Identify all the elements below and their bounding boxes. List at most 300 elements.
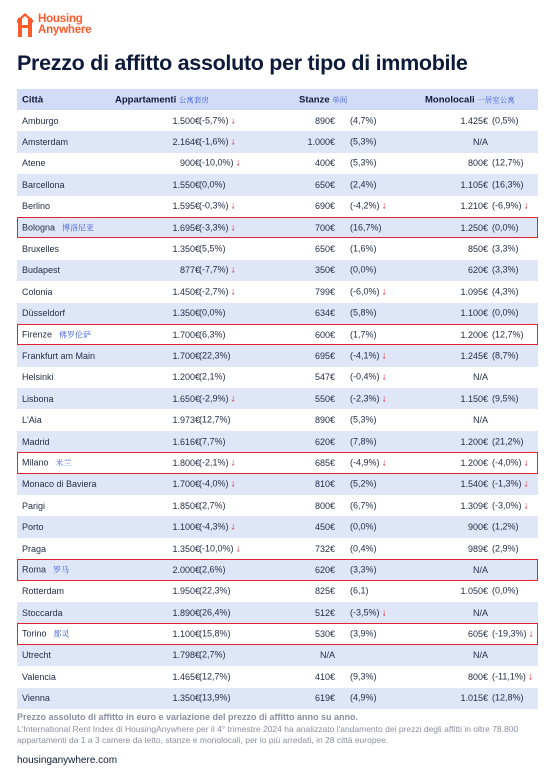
studio-change-text: (21,2%) [492,436,524,447]
apartment-price [172,693,200,703]
room-price [315,158,335,168]
city-cell-text: L'Aia [22,415,42,426]
apartment-change-text: (-4,0%) [199,478,229,489]
down-arrow-icon: ↓ [381,457,387,469]
room-price-text: 512€ [314,607,335,618]
apartment-price-text: 1.350€ [172,244,200,255]
studio-price [468,265,488,275]
studio-price-text: N/A [472,650,488,661]
studio-change [492,671,533,682]
studio-change [492,415,494,426]
room-price [315,565,335,575]
city-cell-text: Atene [22,158,46,169]
studio-price-text: 1.200€ [460,436,488,447]
studio-change-text: (-11,1%) [492,671,526,682]
city-cell [22,501,52,511]
room-change-text: (5,2%) [350,478,377,489]
studio-change [492,222,521,233]
room-price-text: 690€ [314,201,335,212]
studio-price-text: 1.250€ [460,222,488,233]
studio-change-text: (8,7%) [492,350,519,361]
apartment-change [199,607,233,618]
studio-price-text: 1.095€ [460,286,488,297]
apartment-change-text: (6,3%) [199,329,226,340]
apartment-price [172,351,200,361]
room-price [315,244,335,254]
studio-price-text: 900€ [467,522,488,533]
room-change-text: (-4,2%) [350,200,380,211]
room-price [315,330,335,340]
down-arrow-icon: ↓ [523,478,529,490]
studio-change-text: (0,0%) [492,222,519,233]
apartment-change-text: (0,0%) [199,307,226,318]
studio-price [473,565,488,575]
room-change-text: (-3,5%) [350,607,380,618]
studio-price-text: 605€ [467,629,488,640]
room-price [315,672,335,682]
city-cell-text: Milano [22,457,49,468]
apartment-price-text: 2.164€ [172,137,200,148]
room-price-text: 450€ [314,522,335,533]
apartment-price-text: 1.700€ [172,329,200,340]
apartment-price-text: 2.000€ [172,564,200,575]
table-row [17,581,538,602]
down-arrow-icon: ↓ [527,671,533,683]
apartment-change [199,479,236,490]
room-price-text: 700€ [314,222,335,233]
apartment-price-text: 1.850€ [172,500,200,511]
table-row [17,538,538,559]
city-cell-text: Bruxelles [22,244,60,255]
down-arrow-icon: ↓ [230,521,236,533]
table-row [17,110,538,131]
studio-price [460,287,488,297]
studio-price-text: 1.105€ [460,179,488,190]
apartment-price [172,522,200,532]
studio-change [492,607,494,618]
apartment-price-text: 1.550€ [172,179,200,190]
room-change-text: (5,3%) [350,136,377,147]
studio-change-text: (16,3%) [492,179,524,190]
table-row [17,324,538,345]
room-change [350,671,379,682]
room-price [315,608,335,618]
room-change-text: (1,6%) [350,243,377,254]
studio-change-text: (-19,3%) [492,628,527,639]
apartment-price [172,415,200,425]
apartment-price-text: 900€ [179,158,200,169]
studio-price [473,650,488,660]
studio-price [460,116,488,126]
studio-price-text: 1.150€ [460,393,488,404]
city-cell [22,394,61,404]
room-change [350,350,387,361]
city-cell [22,222,94,233]
apartment-change [199,286,236,297]
apartment-price-text: 1.350€ [172,543,200,554]
down-arrow-icon: ↓ [523,457,529,469]
apartment-price [172,308,200,318]
table-body [17,110,538,709]
city-cell [22,457,72,468]
city-cell-text: Roma [22,564,47,575]
table-row [17,153,538,174]
room-price-text: 530€ [314,629,335,640]
studio-change [492,650,494,661]
studio-price-text: 620€ [467,265,488,276]
table-row [17,516,538,537]
studio-price [460,223,488,233]
room-price-text: 619€ [314,693,335,704]
city-cell [22,137,75,147]
room-change-text: (3,9%) [350,628,377,639]
room-price [315,629,335,639]
city-cell-text: Firenze [22,329,53,340]
room-price [315,223,335,233]
studio-change [492,286,521,297]
room-price [315,116,335,126]
studio-change [492,201,529,212]
city-cell-text: Monaco di Baviera [22,479,97,490]
room-price-text: 600€ [314,329,335,340]
studio-price [473,415,488,425]
studio-change [492,479,529,490]
rent-table [17,89,538,709]
room-price [315,479,335,489]
room-price [307,137,335,147]
room-change [350,650,352,661]
studio-price-text: 1.200€ [460,457,488,468]
apartment-change-text: (-2,1%) [199,457,229,468]
apartment-price [172,116,200,126]
city-cell [22,201,57,211]
header-apartments-label: Appartamenti [115,94,177,105]
apartment-change-text: (5,5%) [199,243,226,254]
studio-price [460,586,488,596]
studio-price [468,244,488,254]
studio-change [492,586,521,597]
apartment-change [199,671,233,682]
studio-price [460,394,488,404]
apartment-change-text: (22,3%) [199,350,231,361]
down-arrow-icon: ↓ [381,393,387,405]
room-change [350,329,379,340]
apartment-change [199,436,228,447]
apartment-price [172,180,200,190]
room-change-text: (-4,9%) [350,457,380,468]
apartment-change [199,308,228,319]
room-price [315,586,335,596]
header-studios-label: Monolocali [425,94,475,105]
city-cell [22,437,57,447]
studio-change-text: (3,3%) [492,264,519,275]
city-cell [22,415,49,425]
apartment-price [180,265,200,275]
apartment-change-text: (-3,3%) [199,222,229,233]
city-chinese-name: 都灵 [53,629,70,639]
table-row [17,303,538,324]
table-row [17,345,538,366]
studio-change [492,244,521,255]
studio-price-text: 1.245€ [460,350,488,361]
room-change [350,522,379,533]
apartment-change-text: (12,7%) [199,414,231,425]
city-cell-text: Parigi [22,500,46,511]
city-cell [22,308,72,318]
brand-line-2: Anywhere [38,24,92,36]
room-price [315,437,335,447]
city-cell-text: Amburgo [22,115,59,126]
apartment-change [199,329,228,340]
room-change-text: (6,1) [350,585,369,596]
room-change [350,393,387,404]
table-row [17,602,538,623]
studio-price [460,308,488,318]
room-change [350,500,379,511]
studio-price [460,501,488,511]
studio-change [492,350,521,361]
studio-price-text: 800€ [467,671,488,682]
down-arrow-icon: ↓ [235,543,241,554]
table-row [17,688,538,709]
room-change [350,607,387,618]
studio-price [468,629,488,639]
apartment-price-text: 877€ [179,265,200,276]
room-change-text: (7,8%) [350,436,377,447]
studio-price-text: 989€ [467,543,488,554]
apartment-price [172,629,200,639]
city-cell [22,351,102,361]
room-change [350,564,379,575]
room-change-text: (0,4%) [350,543,377,553]
down-arrow-icon: ↓ [523,200,529,212]
website-link[interactable]: housinganywhere.com [17,755,118,766]
studio-price-text: 800€ [467,158,488,169]
apartment-price [172,330,200,340]
apartment-change-text: (2,7%) [199,500,226,511]
city-cell [22,180,72,190]
city-cell [22,479,104,489]
apartment-change [199,693,233,704]
studio-change-text: (0,0%) [492,307,519,318]
down-arrow-icon: ↓ [230,222,236,234]
city-cell-text: Düsseldorf [22,308,66,319]
apartment-price-text: 1.700€ [172,350,200,361]
down-arrow-icon: ↓ [230,264,236,276]
city-cell [22,522,51,532]
room-change-text: (-6,0%) [350,286,380,297]
apartment-price [172,201,200,211]
brand-line-1: Housing [38,13,83,25]
city-cell-text: Lisbona [22,393,54,404]
header-studios-cn: 一居室公寓 [477,95,515,104]
studio-price [468,522,488,532]
room-price-text: 400€ [314,158,335,169]
room-price [315,265,335,275]
room-price [315,415,335,425]
room-change [350,308,379,319]
studio-price [473,137,488,147]
studio-price [460,180,488,190]
city-cell-text: Praga [22,543,47,554]
apartment-change-text: (-2,9%) [199,393,229,404]
apartment-price [180,158,200,168]
room-change [350,137,379,148]
city-cell [22,265,67,275]
apartment-price [172,437,200,447]
room-change [350,629,379,640]
room-change-text: (3,3%) [350,564,377,575]
apartment-price-text: 1.700€ [172,479,200,490]
room-price-text: 410€ [314,671,335,682]
apartment-change [199,393,236,404]
apartment-change-text: (-0,3%) [199,200,229,211]
apartment-change-text: (2,6%) [199,564,226,575]
studio-change-text: (12,7%) [492,329,524,340]
studio-change-text: (-4,0%) [492,457,522,468]
room-change-text: (4,7%) [350,115,377,126]
city-cell [22,650,58,660]
studio-change [492,158,526,169]
studio-price [460,458,488,468]
table-row [17,217,538,238]
studio-price [473,608,488,618]
table-header [17,89,538,110]
room-change [350,586,371,597]
studio-change [492,308,521,319]
city-cell-text: Vienna [22,693,50,704]
room-change-text: (2,4%) [350,179,377,190]
studio-price [460,351,488,361]
studio-price-text: 1.309€ [460,500,488,511]
room-price-text: 650€ [314,244,335,255]
city-cell [22,586,71,596]
studio-price [460,201,488,211]
apartment-change-text: (7,7%) [199,436,226,447]
room-price-text: 550€ [314,393,335,404]
room-change-text: (0,0%) [350,521,377,532]
apartment-price-text: 1.465€ [172,671,200,682]
apartment-change-text: (2,1%) [199,371,226,382]
apartment-price [172,479,200,489]
room-change-text: (4,9%) [350,692,377,703]
down-arrow-icon: ↓ [230,286,236,298]
city-cell-text: Barcellona [22,179,65,190]
city-cell-text: Utrecht [22,650,52,661]
studio-change-text: (0,0%) [492,585,519,596]
table-row [17,495,538,516]
studio-price-text: N/A [472,137,488,148]
apartment-price-text: 1.890€ [172,607,200,618]
header-studios [425,94,515,105]
apartment-price-text: 1.450€ [172,286,200,297]
apartment-price [172,650,200,660]
apartment-change-text: (-10,0%) [199,543,234,553]
room-change [350,415,379,426]
city-chinese-name: 佛罗伦萨 [59,330,92,340]
apartment-price-text: 1.100€ [172,522,200,533]
room-price [315,394,335,404]
apartment-change [199,586,233,597]
studio-price-text: 1.425€ [460,115,488,126]
apartment-change [199,201,236,212]
room-price [315,522,335,532]
studio-price [468,544,488,554]
room-price-text: 1.000€ [307,137,335,148]
apartment-change [199,265,236,276]
room-price-text: 685€ [314,457,335,468]
city-cell-text: Berlino [22,201,51,212]
brand-logo [17,12,91,38]
apartment-price [172,586,200,596]
apartment-change-text: (-4,3%) [199,521,229,532]
apartment-change [199,179,228,190]
apartment-change-text: (-10,0%) [199,157,234,168]
studio-change [492,693,526,704]
apartment-price-text: 1.500€ [172,115,200,126]
header-apartments-cn: 公寓套房 [178,95,209,104]
apartment-change-text: (-7,7%) [199,264,229,275]
apartment-change [199,137,236,148]
header-rooms-cn: 单间 [332,95,348,104]
down-arrow-icon: ↓ [235,157,241,169]
down-arrow-icon: ↓ [381,371,387,383]
table-row [17,645,538,666]
apartment-change-text: (22,3%) [199,585,231,596]
apartment-change [199,350,233,361]
room-price [315,693,335,703]
room-change [350,265,379,276]
room-change-text: (-0,4%) [350,371,380,382]
apartment-price-text: 1.100€ [172,629,200,640]
down-arrow-icon: ↓ [381,286,387,298]
apartment-change [199,244,228,255]
room-change-text: (-4,1%) [350,350,380,361]
apartment-change [199,158,241,169]
room-price-text: 732€ [314,543,335,554]
apartment-change [199,650,228,661]
table-row [17,260,538,281]
apartment-change-text: (26,4%) [199,607,231,618]
room-price [315,458,335,468]
studio-change-text: (-6,9%) [492,200,522,211]
apartment-price-text: 1.798€ [172,650,200,661]
apartment-change-text: (12,7%) [199,671,231,682]
room-change [350,158,379,169]
studio-change-text: (-1,3%) [492,478,522,489]
apartment-change [199,415,233,426]
studio-change [492,543,521,554]
apartment-price-text: 1.950€ [172,586,200,597]
apartment-price-text: 1.800€ [172,457,200,468]
city-cell-text: Valencia [22,671,56,682]
room-change [350,286,387,297]
table-row [17,666,538,687]
down-arrow-icon: ↓ [230,136,236,148]
apartment-price-text: 1.616€ [172,436,200,447]
city-cell [22,608,70,618]
city-cell [22,629,70,640]
city-cell-text: Stoccarda [22,607,63,618]
down-arrow-icon: ↓ [230,478,236,490]
studio-change-text: (2,9%) [492,543,519,553]
studio-change [492,329,526,340]
studio-price [468,158,488,168]
room-price [315,201,335,211]
room-change [350,222,384,233]
header-apartments [115,94,209,105]
room-change-text: (5,3%) [350,414,377,425]
